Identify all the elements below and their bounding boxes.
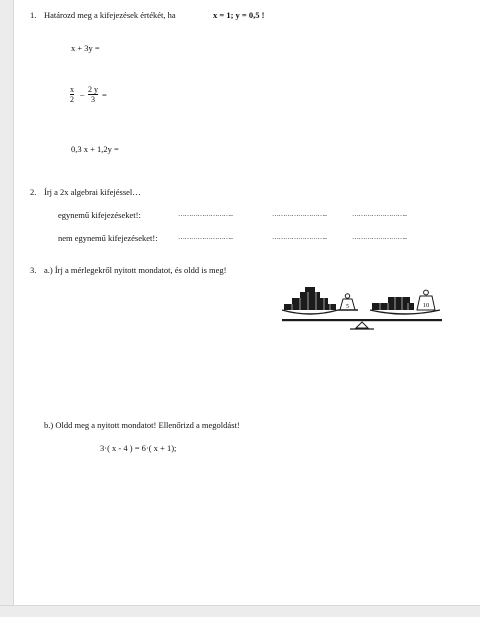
q1-equals-sign: =: [102, 90, 107, 100]
page-bottom-edge: [0, 605, 480, 617]
q2-row2-blank-2: ……………………..: [272, 233, 327, 241]
fraction-denominator: 2: [70, 95, 74, 104]
q1-text: Határozd meg a kifejezések értékét, ha: [44, 10, 176, 20]
right-pan: [370, 310, 440, 314]
fraction-numerator: 2 y: [88, 85, 98, 94]
scale-fulcrum: [356, 322, 368, 328]
q3-number: 3.: [30, 265, 37, 275]
q1-number: 1.: [30, 10, 37, 20]
fraction-numerator: x: [70, 85, 74, 94]
q3-equation: 3·( x - 4 ) = 6·( x + 1);: [100, 443, 177, 453]
weight-right-label: 10: [422, 302, 430, 309]
q1-minus-sign: –: [80, 89, 85, 99]
q1-condition: x = 1; y = 0,5 !: [213, 10, 265, 20]
q1-fraction-x-over-2: [70, 85, 74, 104]
q2-text: Írj a 2x algebrai kifejéssel…: [44, 187, 141, 197]
left-pan: [282, 310, 338, 314]
q1-expression-1: x + 3y =: [71, 43, 100, 53]
q2-row1-blank-1: ……………………..: [178, 210, 233, 218]
q2-row2-blank-3: ……………………..: [352, 233, 407, 241]
q1-expression-3: 0,3 x + 1,2y =: [71, 144, 119, 154]
weight-right-icon: [417, 290, 435, 310]
weight-left-label: 5: [346, 304, 349, 310]
q2-number: 2.: [30, 187, 37, 197]
q2-row1-blank-3: ……………………..: [352, 210, 407, 218]
page-left-margin: [0, 0, 14, 616]
q2-row2-blank-1: ……………………..: [178, 233, 233, 241]
q2-row1-label: egynemű kifejezéseket!:: [58, 210, 141, 220]
scale-beam: [282, 319, 442, 321]
q3-part-a: a.) Írj a mérlegekről nyitott mondatot, és oldd is meg!: [44, 265, 227, 275]
q2-row2-label: nem egynemű kifejezéseket!:: [58, 233, 158, 243]
balance-scale-illustration: [280, 284, 450, 332]
q2-row1-blank-2: ……………………..: [272, 210, 327, 218]
q3-part-b: b.) Oldd meg a nyitott mondatot! Ellenőrizd a megoldást!: [44, 420, 240, 430]
fraction-denominator: 3: [91, 95, 95, 104]
weight-left-icon: [340, 294, 355, 310]
q1-fraction-2y-over-3: [88, 85, 98, 104]
